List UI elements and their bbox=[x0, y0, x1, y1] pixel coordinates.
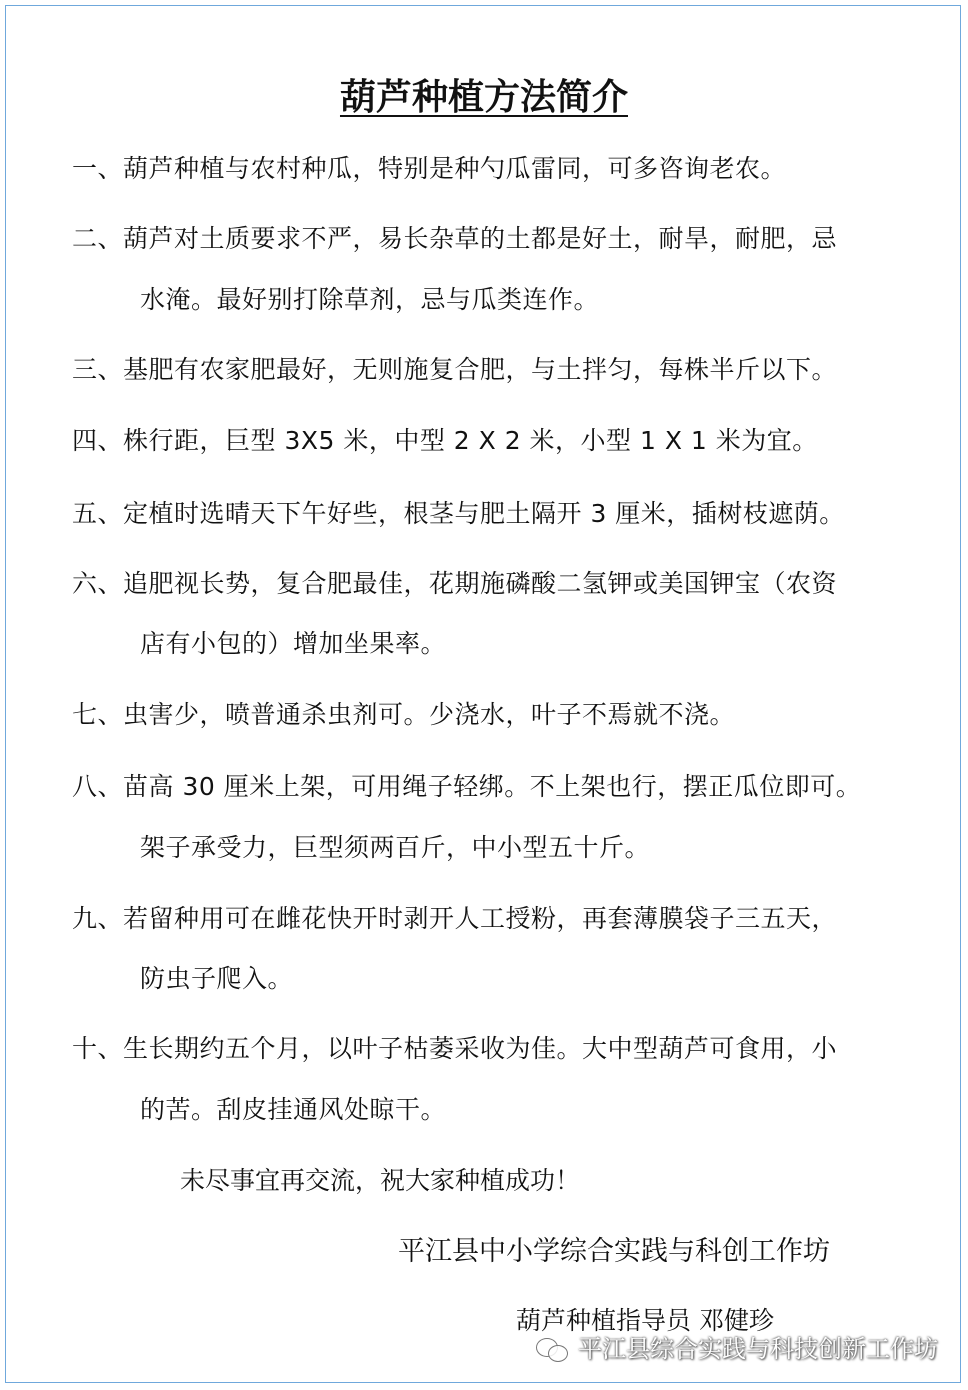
list-item-7-line-1: 七、虫害少，喷普通杀虫剂可。少浇水，叶子不焉就不浇。 bbox=[72, 700, 736, 729]
list-item-9-line-1: 九、若留种用可在雌花快开时剥开人工授粉，再套薄膜袋子三五天， bbox=[72, 904, 838, 933]
signer-name: 葫芦种植指导员 邓健珍 bbox=[516, 1306, 774, 1335]
organization-name: 平江县中小学综合实践与科创工作坊 bbox=[398, 1236, 830, 1267]
wechat-icon bbox=[536, 1336, 570, 1362]
list-item-4-line-1: 四、株行距，巨型 3X5 米，中型 2 X 2 米，小型 1 X 1 米为宜。 bbox=[72, 426, 818, 455]
list-item-3-line-1: 三、基肥有农家肥最好，无则施复合肥，与土拌匀，每株半斤以下。 bbox=[72, 355, 838, 384]
list-item-8-line-1: 八、苗高 30 厘米上架，可用绳子轻绑。不上架也行，摆正瓜位即可。 bbox=[72, 772, 862, 801]
list-item-6-line-1: 六、追肥视长势，复合肥最佳，花期施磷酸二氢钾或美国钾宝（农资 bbox=[72, 569, 838, 598]
list-item-2-line-2: 水淹。最好别打除草剂，忌与瓜类连作。 bbox=[140, 285, 600, 314]
list-item-10-line-1: 十、生长期约五个月，以叶子枯萎采收为佳。大中型葫芦可食用，小 bbox=[72, 1034, 838, 1063]
list-item-10-line-2: 的苦。刮皮挂通风处晾干。 bbox=[140, 1095, 447, 1124]
list-item-8-line-2: 架子承受力，巨型须两百斤，中小型五十斤。 bbox=[140, 833, 651, 862]
closing-remark: 未尽事宜再交流，祝大家种植成功！ bbox=[180, 1166, 581, 1195]
list-item-1-line-1: 一、葫芦种植与农村种瓜，特别是种勺瓜雷同，可多咨询老农。 bbox=[72, 154, 787, 183]
watermark-text: 平江县综合实践与科技创新工作坊 bbox=[578, 1335, 938, 1363]
watermark bbox=[536, 1332, 938, 1366]
list-item-9-line-2: 防虫子爬入。 bbox=[140, 964, 294, 993]
list-item-6-line-2: 店有小包的）增加坐果率。 bbox=[140, 629, 447, 658]
list-item-5-line-1: 五、定植时选晴天下午好些，根茎与肥土隔开 3 厘米，插树枝遮荫。 bbox=[72, 499, 845, 528]
list-item-2-line-1: 二、葫芦对土质要求不严，易长杂草的土都是好土，耐旱，耐肥，忌 bbox=[72, 224, 838, 253]
document-title: 葫芦种植方法简介 bbox=[339, 77, 628, 118]
